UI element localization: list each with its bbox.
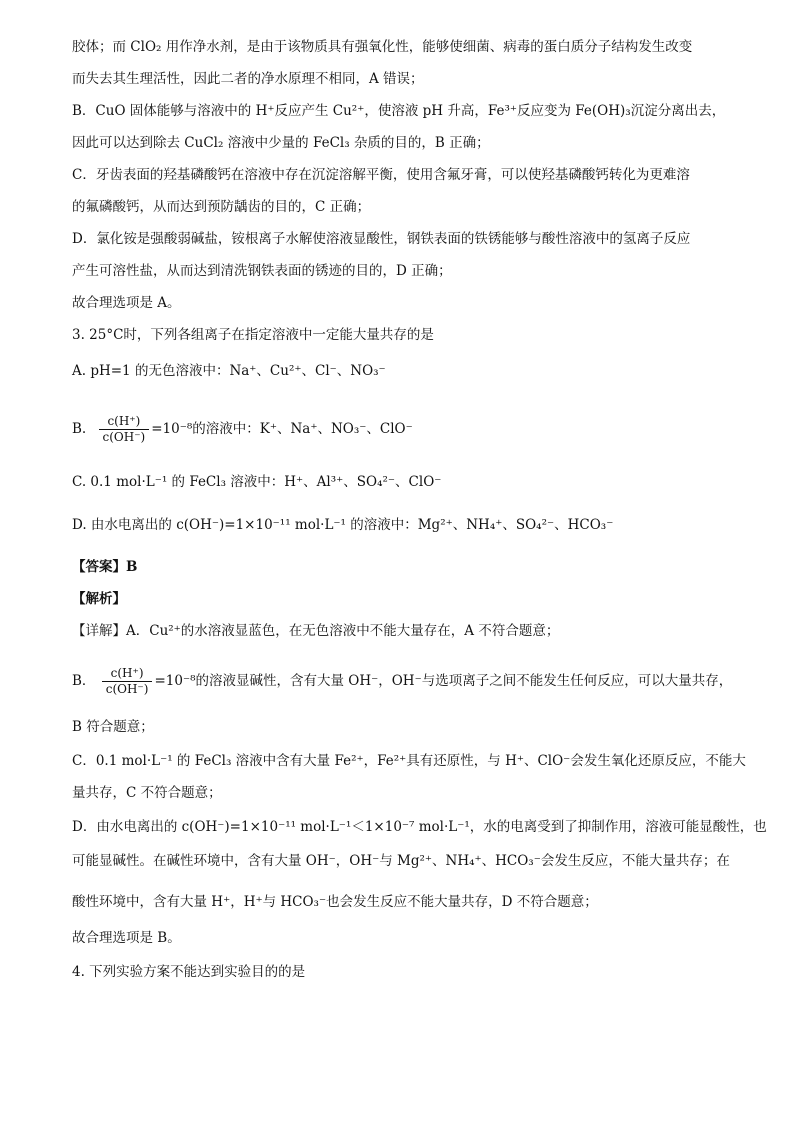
text-line: 胶体；而 ClO₂ 用作净水剂，是由于该物质具有强氧化性，能够使细菌、病毒的蛋白质分子结构发生改变 — [72, 39, 693, 55]
detail-c-line: 量共存，C 不符合题意； — [72, 785, 222, 801]
detail-d-line: D．由水电离出的 c(OH⁻)=1×10⁻¹¹ mol·L⁻¹＜1×10⁻⁷ mol·L⁻¹，水的电离受到了抑制作用，溶液可能显酸性，也 — [72, 819, 767, 835]
text-line: 而失去其生理活性，因此二者的净水原理不相同，A 错误； — [72, 71, 424, 87]
analysis-label: 【解析】 — [72, 591, 126, 607]
option-b — [72, 414, 413, 445]
text-line: C．牙齿表面的羟基磷酸钙在溶液中存在沉淀溶解平衡，使用含氟牙膏，可以使羟基磷酸钙转化为更难溶 — [72, 167, 690, 183]
detail-b-label: B． — [72, 673, 96, 689]
question-3-stem: 3. 25°C时，下列各组离子在指定溶液中一定能大量共存的是 — [72, 327, 434, 343]
question-4-stem: 4. 下列实验方案不能达到实验目的的是 — [72, 964, 306, 980]
option-d: D. 由水电离出的 c(OH⁻)=1×10⁻¹¹ mol·L⁻¹ 的溶液中：Mg²⁺、NH₄⁺、SO₄²⁻、HCO₃⁻ — [72, 517, 614, 533]
fraction — [99, 414, 150, 445]
text-line: D．氯化铵是强酸弱碱盐，铵根离子水解使溶液显酸性，钢铁表面的铁锈能够与酸性溶液中的氢离子反应 — [72, 231, 691, 247]
answer-label: 【答案】B — [72, 559, 138, 575]
conclusion: 故合理选项是 B。 — [72, 930, 181, 946]
fraction-numerator: c(H⁺) — [99, 414, 150, 430]
detail-d-line: 可能显碱性。在碱性环境中，含有大量 OH⁻，OH⁻与 Mg²⁺、NH₄⁺、HCO₃⁻会发生反应，不能大量共存；在 — [72, 853, 730, 869]
option-a: A. pH=1 的无色溶液中：Na⁺、Cu²⁺、Cl⁻、NO₃⁻ — [72, 363, 386, 379]
text-line: 产生可溶性盐，从而达到清洗钢铁表面的锈迹的目的，D 正确； — [72, 263, 452, 279]
option-b-label: B. — [72, 421, 87, 437]
detail-c-line: C．0.1 mol·L⁻¹ 的 FeCl₃ 溶液中含有大量 Fe²⁺，Fe²⁺具有还原性，与 H⁺、ClO⁻会发生氧化还原反应，不能大 — [72, 753, 746, 769]
detail-d-line: 酸性环境中，含有大量 H⁺，H⁺与 HCO₃⁻也会发生反应不能大量共存，D 不符合题意； — [72, 894, 598, 910]
text-line: 故合理选项是 A。 — [72, 295, 181, 311]
fraction — [102, 666, 153, 697]
detail-a: 【详解】A．Cu²⁺的水溶液显蓝色，在无色溶液中不能大量存在，A 不符合题意； — [72, 623, 560, 639]
option-c: C. 0.1 mol·L⁻¹ 的 FeCl₃ 溶液中：H⁺、Al³⁺、SO₄²⁻、ClO⁻ — [72, 474, 442, 490]
fraction-denominator: c(OH⁻) — [105, 682, 149, 696]
text-line: B．CuO 固体能够与溶液中的 H⁺反应产生 Cu²⁺，使溶液 pH 升高，Fe³⁺反应变为 Fe(OH)₃沉淀分离出去， — [72, 103, 726, 119]
text-line: 的氟磷酸钙，从而达到预防龋齿的目的，C 正确； — [72, 199, 371, 215]
detail-b-rest: =10⁻⁸的溶液显碱性，含有大量 OH⁻，OH⁻与选项离子之间不能发生任何反应，可以大量共存， — [154, 673, 733, 689]
fraction-numerator: c(H⁺) — [102, 666, 153, 682]
option-b-rest: =10⁻⁸的溶液中：K⁺、Na⁺、NO₃⁻、ClO⁻ — [151, 421, 413, 437]
text-line: 因此可以达到除去 CuCl₂ 溶液中少量的 FeCl₃ 杂质的目的，B 正确； — [72, 135, 490, 151]
detail-b — [72, 666, 732, 697]
detail-b-line2: B 符合题意； — [72, 719, 154, 735]
fraction-denominator: c(OH⁻) — [102, 430, 146, 444]
